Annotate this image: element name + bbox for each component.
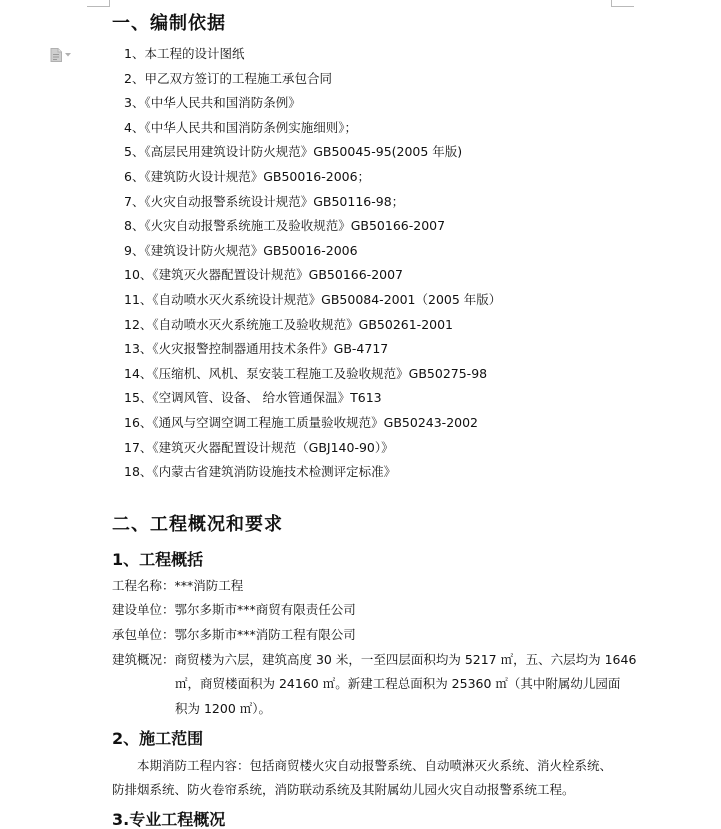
list-item: 14、《压缩机、风机、泵安装工程施工及验收规范》GB50275-98 bbox=[124, 365, 488, 381]
section-heading-basis: 一、编制依据 bbox=[112, 13, 226, 34]
list-item: 12、《自动喷水灭火系统施工及验收规范》GB50261-2001 bbox=[124, 316, 454, 332]
building-overview-line: 积为 1200 ㎡）。 bbox=[175, 701, 272, 716]
builder-unit: 建设单位：鄂尔多斯市***商贸有限责任公司 bbox=[112, 602, 356, 617]
list-item: 2、甲乙双方签订的工程施工承包合同 bbox=[124, 70, 332, 86]
list-item: 6、《建筑防火设计规范》GB50016-2006； bbox=[124, 168, 371, 184]
building-overview-line: 建筑概况：商贸楼为六层，建筑高度 30 米，一至四层面积均为 5217 ㎡，五、六层均为 1646 bbox=[112, 652, 637, 667]
paragraph-options-button[interactable] bbox=[50, 48, 76, 62]
section-heading-overview: 二、工程概况和要求 bbox=[112, 514, 283, 535]
list-item: 1、本工程的设计图纸 bbox=[124, 46, 245, 61]
margin-mark-right bbox=[611, 0, 634, 7]
list-item: 18、《内蒙古省建筑消防设施技术检测评定标准》 bbox=[124, 464, 397, 480]
list-item: 11、《自动喷水灭火系统设计规范》GB50084-2001（2005 年版） bbox=[124, 291, 502, 307]
caret-down-icon bbox=[65, 53, 71, 57]
subheading-professional-overview: 3.专业工程概况 bbox=[112, 810, 226, 829]
list-item: 10、《建筑灭火器配置设计规范》GB50166-2007 bbox=[124, 267, 404, 283]
list-item: 16、《通风与空调空调工程施工质量验收规范》GB50243-2002 bbox=[124, 414, 479, 430]
subheading-scope: 2、施工范围 bbox=[112, 729, 204, 748]
list-item: 9、《建筑设计防火规范》GB50016-2006 bbox=[124, 242, 358, 258]
list-item: 17、《建筑灭火器配置设计规范（GBJ140-90）》 bbox=[124, 439, 394, 455]
building-overview-line: ㎡，商贸楼面积为 24160 ㎡。新建工程总面积为 25360 ㎡（其中附属幼儿园面 bbox=[175, 676, 621, 691]
list-item: 5、《高层民用建筑设计防火规范》GB50045-95(2005 年版) bbox=[124, 144, 463, 160]
list-item: 13、《火灾报警控制器通用技术条件》GB-4717 bbox=[124, 341, 389, 357]
project-name: 工程名称：***消防工程 bbox=[112, 578, 244, 593]
list-item: 8、《火灾自动报警系统施工及验收规范》GB50166-2007 bbox=[124, 218, 446, 234]
subheading-project-summary: 1、工程概括 bbox=[112, 550, 204, 569]
contractor-unit: 承包单位：鄂尔多斯市***消防工程有限公司 bbox=[112, 627, 356, 642]
list-item: 4、《中华人民共和国消防条例实施细则》； bbox=[124, 119, 357, 135]
document-icon bbox=[50, 48, 62, 62]
list-item: 3、《中华人民共和国消防条例》 bbox=[124, 95, 301, 111]
scope-paragraph-line: 防排烟系统、防火卷帘系统，消防联动系统及其附属幼儿园火灾自动报警系统工程。 bbox=[112, 782, 575, 797]
scope-paragraph-line: 本期消防工程内容：包括商贸楼火灾自动报警系统、自动喷淋灭火系统、消火栓系统、 bbox=[112, 758, 613, 773]
basis-list bbox=[124, 44, 501, 487]
margin-mark-left bbox=[87, 0, 110, 7]
list-item: 15、《空调风管、设备、 给水管通保温》T613 bbox=[124, 390, 382, 406]
list-item: 7、《火灾自动报警系统设计规范》GB50116-98； bbox=[124, 193, 405, 209]
